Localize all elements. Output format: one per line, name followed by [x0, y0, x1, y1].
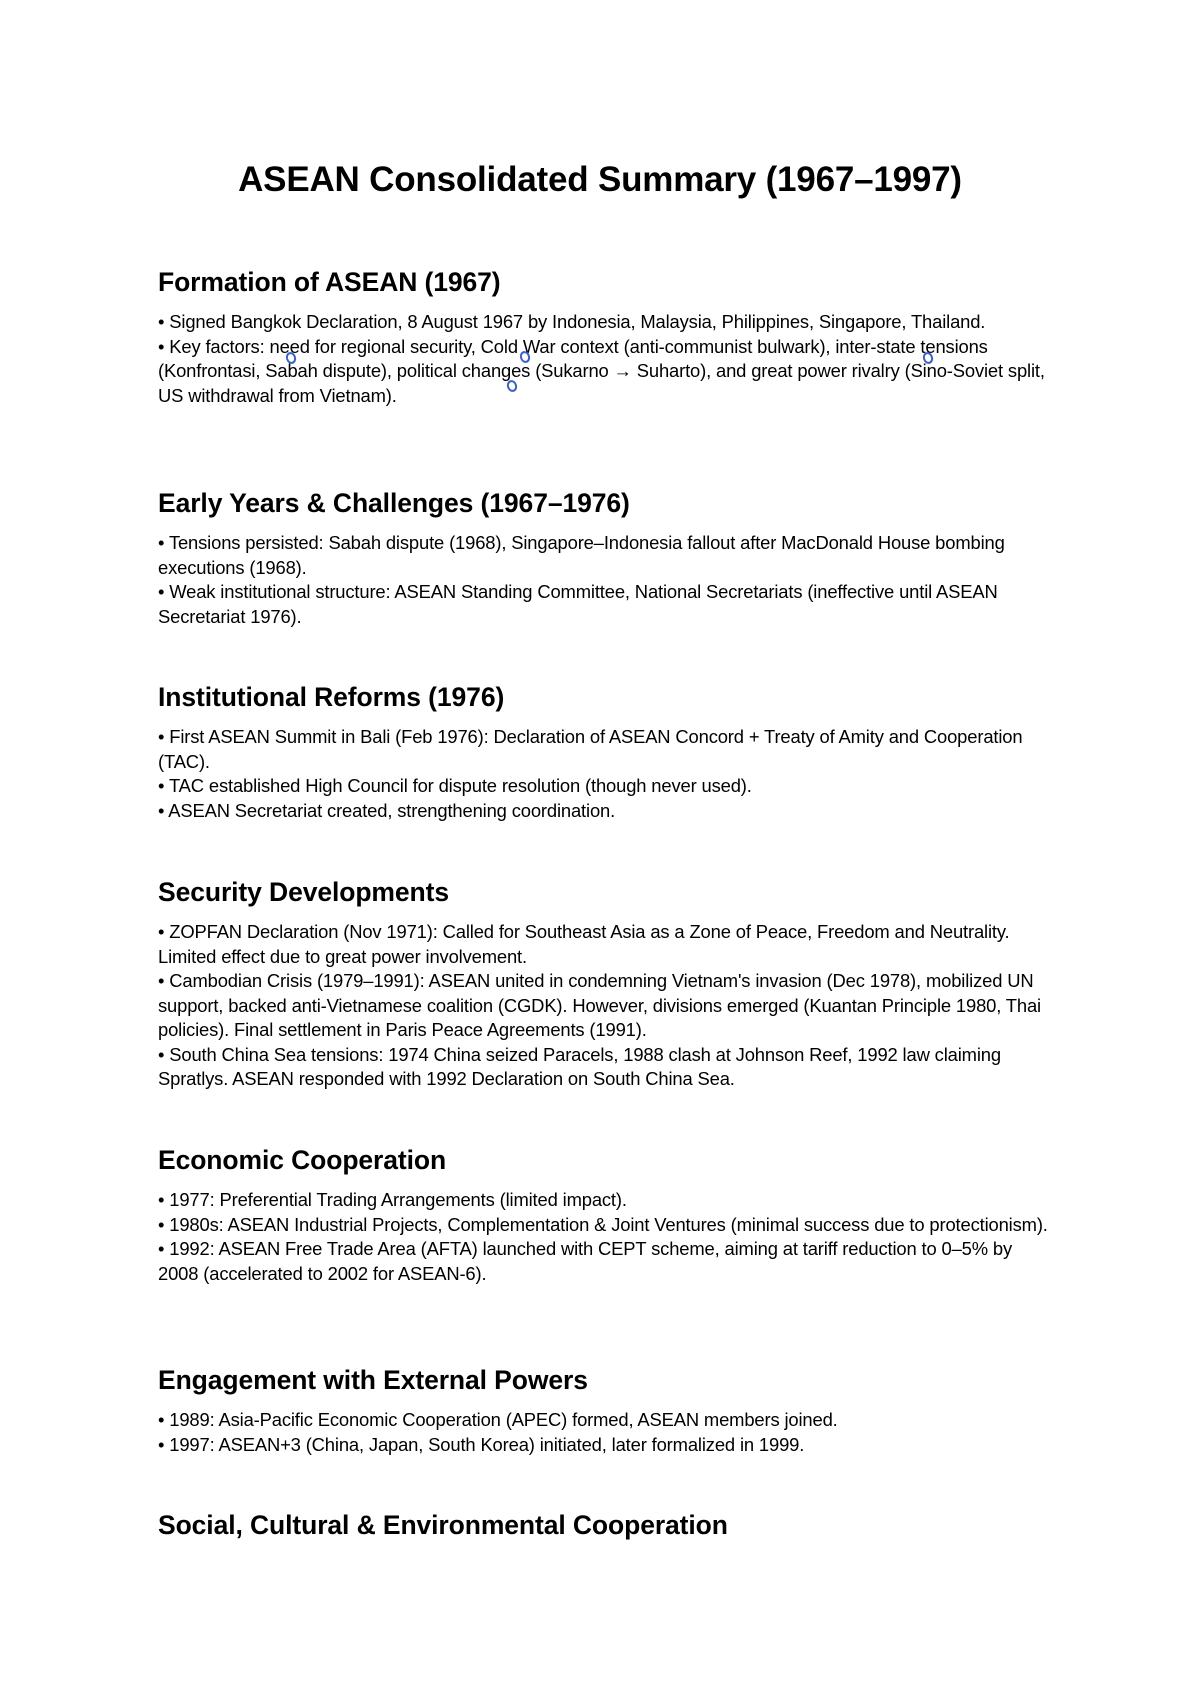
section-institutional-reforms	[158, 680, 1048, 823]
section-heading: Security Developments	[158, 877, 449, 907]
list-item: • Key factors: need for regional security, Cold War context (anti-communist bulwark), inter-state tensions (Konfrontasi, Sabah dispute), political changes (Sukarno → Suharto), and great power rivalry (Sino-Soviet split, US withdrawal from Vietnam).	[158, 335, 1045, 406]
section-formation	[158, 265, 1048, 408]
section-security	[158, 875, 1048, 1092]
list-item: • ZOPFAN Declaration (Nov 1971): Called for Southeast Asia as a Zone of Peace, Freedom and Neutrality. Limited effect due to great power involvement.	[158, 921, 1010, 967]
section-heading: Engagement with External Powers	[158, 1365, 588, 1395]
section-heading: Institutional Reforms (1976)	[158, 682, 505, 712]
section-early-years	[158, 486, 1048, 629]
list-item: • First ASEAN Summit in Bali (Feb 1976): Declaration of ASEAN Concord + Treaty of Amity and Cooperation (TAC).	[158, 726, 1023, 772]
section-heading: Economic Cooperation	[158, 1145, 447, 1175]
section-heading: Formation of ASEAN (1967)	[158, 267, 501, 297]
section-social-cultural	[158, 1508, 1048, 1542]
document-title: ASEAN Consolidated Summary (1967–1997)	[238, 160, 962, 199]
list-item: • 1989: Asia-Pacific Economic Cooperation (APEC) formed, ASEAN members joined.	[158, 1409, 838, 1430]
list-item: • TAC established High Council for dispute resolution (though never used).	[158, 775, 752, 796]
list-item: • 1980s: ASEAN Industrial Projects, Complementation & Joint Ventures (minimal success due to protectionism).	[158, 1213, 1048, 1235]
list-item: • ASEAN Secretariat created, strengthening coordination.	[158, 799, 616, 821]
list-item: • Weak institutional structure: ASEAN Standing Committee, National Secretariats (ineffective until ASEAN Secretariat 1976).	[158, 581, 998, 627]
list-item: • 1977: Preferential Trading Arrangements (limited impact).	[158, 1189, 627, 1210]
section-heading: Early Years & Challenges (1967–1976)	[158, 488, 630, 518]
section-external-powers	[158, 1363, 1048, 1457]
bullet-list	[158, 1188, 1048, 1286]
list-item: • Signed Bangkok Declaration, 8 August 1967 by Indonesia, Malaysia, Philippines, Singapore, Thailand.	[158, 311, 986, 332]
section-economic	[158, 1143, 1048, 1286]
list-item: • South China Sea tensions: 1974 China seized Paracels, 1988 clash at Johnson Reef, 1992 law claiming Spratlys. ASEAN responded with 1992 Declaration on South China Sea.	[158, 1043, 1001, 1089]
list-item: • 1997: ASEAN+3 (China, Japan, South Korea) initiated, later formalized in 1999.	[158, 1433, 805, 1455]
list-item: • Tensions persisted: Sabah dispute (1968), Singapore–Indonesia fallout after MacDonald House bombing executions (1968).	[158, 532, 1005, 578]
list-item: • 1992: ASEAN Free Trade Area (AFTA) launched with CEPT scheme, aiming at tariff reduction to 0–5% by 2008 (accelerated to 2002 for ASEAN-6).	[158, 1238, 1013, 1284]
section-heading: Social, Cultural & Environmental Cooperation	[158, 1510, 728, 1540]
list-item: • Cambodian Crisis (1979–1991): ASEAN united in condemning Vietnam's invasion (Dec 1978), mobilized UN support, backed anti-Vietnamese coalition (CGDK). However, divisions emerged (Kuantan Principle 1980, Thai policies). Final settlement in Paris Peace Agreements (1991).	[158, 970, 1041, 1040]
bullet-list	[158, 920, 1048, 1092]
bullet-list	[158, 531, 1048, 629]
bullet-list	[158, 725, 1048, 823]
bullet-list	[158, 1408, 1048, 1457]
